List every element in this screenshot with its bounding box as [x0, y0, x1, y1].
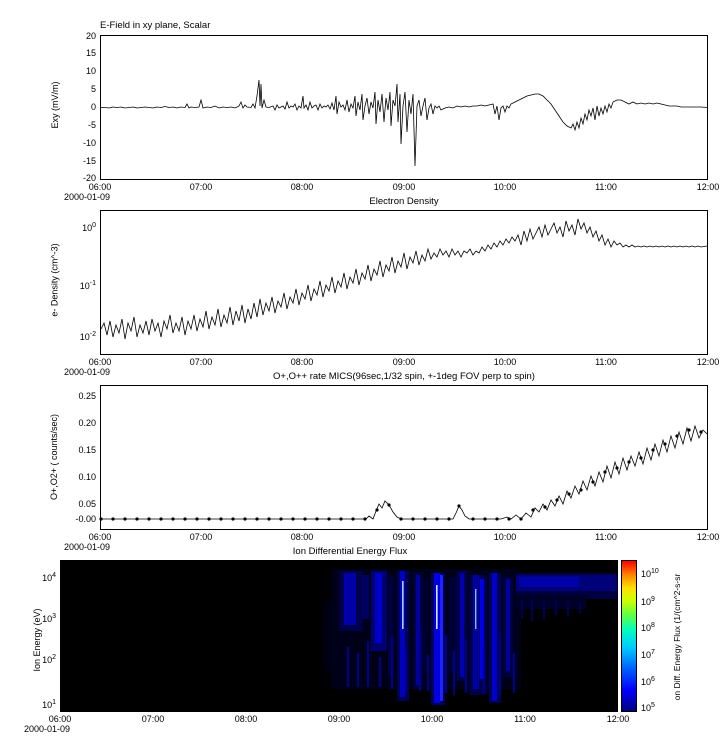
panel-spectrogram-xtick-1: 07:00	[141, 714, 165, 724]
panel-efield-xtick-3: 09:00	[392, 182, 416, 192]
panel-density-ytick-0.1: $10^{-1}$	[79, 280, 96, 291]
panel-efield-xtick-6: 12:00	[696, 182, 720, 192]
panel-efield-xtick-1: 07:00	[189, 182, 213, 192]
panel-ionrate-ytick-0.00: -0.00	[75, 514, 96, 524]
panel-efield-ytick-0: 0	[90, 102, 96, 112]
panel-density-xtick-3: 09:00	[392, 357, 416, 367]
panel-ionrate-xtick-0: 06:00	[88, 532, 112, 542]
colorbar-label: on Diff. Energy Flux (1/(cm^2-s-sr	[672, 573, 682, 701]
colorbar-tick-1e8: $10^8$	[641, 622, 655, 633]
panel-efield-curve	[101, 36, 707, 179]
panel-spectrogram-ytick-1e2: $10^2$	[42, 654, 56, 665]
panel-efield-ytick-10: 10	[85, 66, 96, 76]
panel-ionrate-ytick-0.25: 0.25	[78, 391, 96, 401]
panel-spectrogram-xtick-5: 11:00	[514, 714, 536, 724]
panel-efield-datestamp: 2000-01-09	[64, 192, 111, 202]
panel-ionrate-xtick-1: 07:00	[189, 532, 213, 542]
panel-efield-ytick-neg20: -20	[82, 173, 96, 183]
panel-efield-ytick-15: 15	[85, 48, 96, 58]
panel-spectrogram-ytick-1e3: $10^3$	[42, 613, 56, 624]
panel-density-ylabel: e- Density (cm^-3)	[49, 243, 60, 317]
panel-efield-ytick-neg5: -5	[87, 120, 96, 130]
panel-spectrogram-image	[61, 561, 617, 711]
panel-spectrogram-datestamp: 2000-01-09	[24, 724, 71, 734]
colorbar-tick-1e9: $10^9$	[641, 596, 655, 607]
colorbar-tick-1e7: $10^7$	[641, 649, 655, 660]
panel-efield-ytick-neg15: -15	[82, 156, 96, 166]
panel-efield-plotbox	[100, 35, 708, 180]
panel-efield-ylabel: Exy (mV/m)	[50, 81, 60, 129]
panel-density-xtick-2: 08:00	[290, 357, 314, 367]
panel-ionrate-ylabel: O+,O2+ ( counts/sec)	[49, 413, 59, 501]
panel-density-xtick-6: 12:00	[696, 357, 720, 367]
panel-ionrate-plotbox	[100, 385, 708, 530]
colorbar	[621, 560, 637, 712]
panel-ionrate-ytick-0.05: 0.05	[78, 499, 96, 509]
panel-spectrogram-xtick-3: 09:00	[327, 714, 351, 724]
panel-spectrogram-xtick-2: 08:00	[234, 714, 258, 724]
panel-ionrate-ytick-0.20: 0.20	[78, 418, 96, 428]
panel-density-curve	[101, 211, 707, 354]
panel-ionrate-ytick-0.10: 0.10	[78, 472, 96, 482]
panel-ionrate-ytick-0.15: 0.15	[78, 445, 96, 455]
panel-spectrogram-ytick-1e1: $10^1$	[42, 699, 56, 710]
panel-density-xtick-0: 06:00	[88, 357, 112, 367]
panel-density-xtick-1: 07:00	[189, 357, 213, 367]
panel-efield-ytick-5: 5	[90, 84, 96, 94]
panel-ionrate-xtick-3: 09:00	[392, 532, 416, 542]
panel-density-title: Electron Density	[369, 196, 439, 207]
colorbar-tick-1e10: $10^{10}$	[641, 568, 659, 579]
panel-spectrogram-plotbox	[60, 560, 618, 712]
panel-efield-ytick-neg10: -10	[82, 138, 96, 148]
panel-density-ytick-0.01: $10^{-2}$	[79, 331, 96, 342]
panel-ionrate-datestamp: 2000-01-09	[64, 542, 111, 552]
panel-efield-xtick-0: 06:00	[88, 182, 112, 192]
panel-spectrogram-ylabel: Ion Energy (eV)	[32, 608, 42, 672]
panel-efield-title: E-Field in xy plane, Scalar	[100, 20, 211, 31]
panel-efield-ytick-20: 20	[85, 31, 96, 41]
panel-ionrate-title: O+,O++ rate MICS(96sec,1/32 spin, +-1deg FOV perp to spin)	[273, 371, 535, 382]
panel-density-datestamp: 2000-01-09	[64, 367, 111, 377]
panel-spectrogram-title: Ion Differential Energy Flux	[292, 546, 408, 557]
panel-density-xtick-4: 10:00	[493, 357, 517, 367]
panel-spectrogram-xtick-0: 06:00	[48, 714, 72, 724]
panel-ionrate-xtick-2: 08:00	[290, 532, 314, 542]
panel-density-ytick-1: $10^0$	[82, 222, 96, 233]
colorbar-tick-1e6: $10^6$	[641, 676, 655, 687]
panel-efield-xtick-5: 11:00	[595, 182, 617, 192]
panel-spectrogram-xtick-4: 10:00	[420, 714, 444, 724]
panel-efield-xtick-4: 10:00	[493, 182, 517, 192]
panel-spectrogram-ytick-1e4: $10^4$	[42, 572, 56, 583]
colorbar-tick-1e5: $10^5$	[641, 702, 655, 713]
panel-ionrate-xtick-6: 12:00	[696, 532, 720, 542]
panel-ionrate-xtick-5: 11:00	[595, 532, 617, 542]
panel-spectrogram-xtick-6: 12:00	[606, 714, 630, 724]
panel-ionrate-xtick-4: 10:00	[493, 532, 517, 542]
panel-efield-xtick-2: 08:00	[290, 182, 314, 192]
panel-density-xtick-5: 11:00	[595, 357, 617, 367]
panel-density-plotbox	[100, 210, 708, 355]
panel-ionrate-curve	[101, 386, 707, 529]
